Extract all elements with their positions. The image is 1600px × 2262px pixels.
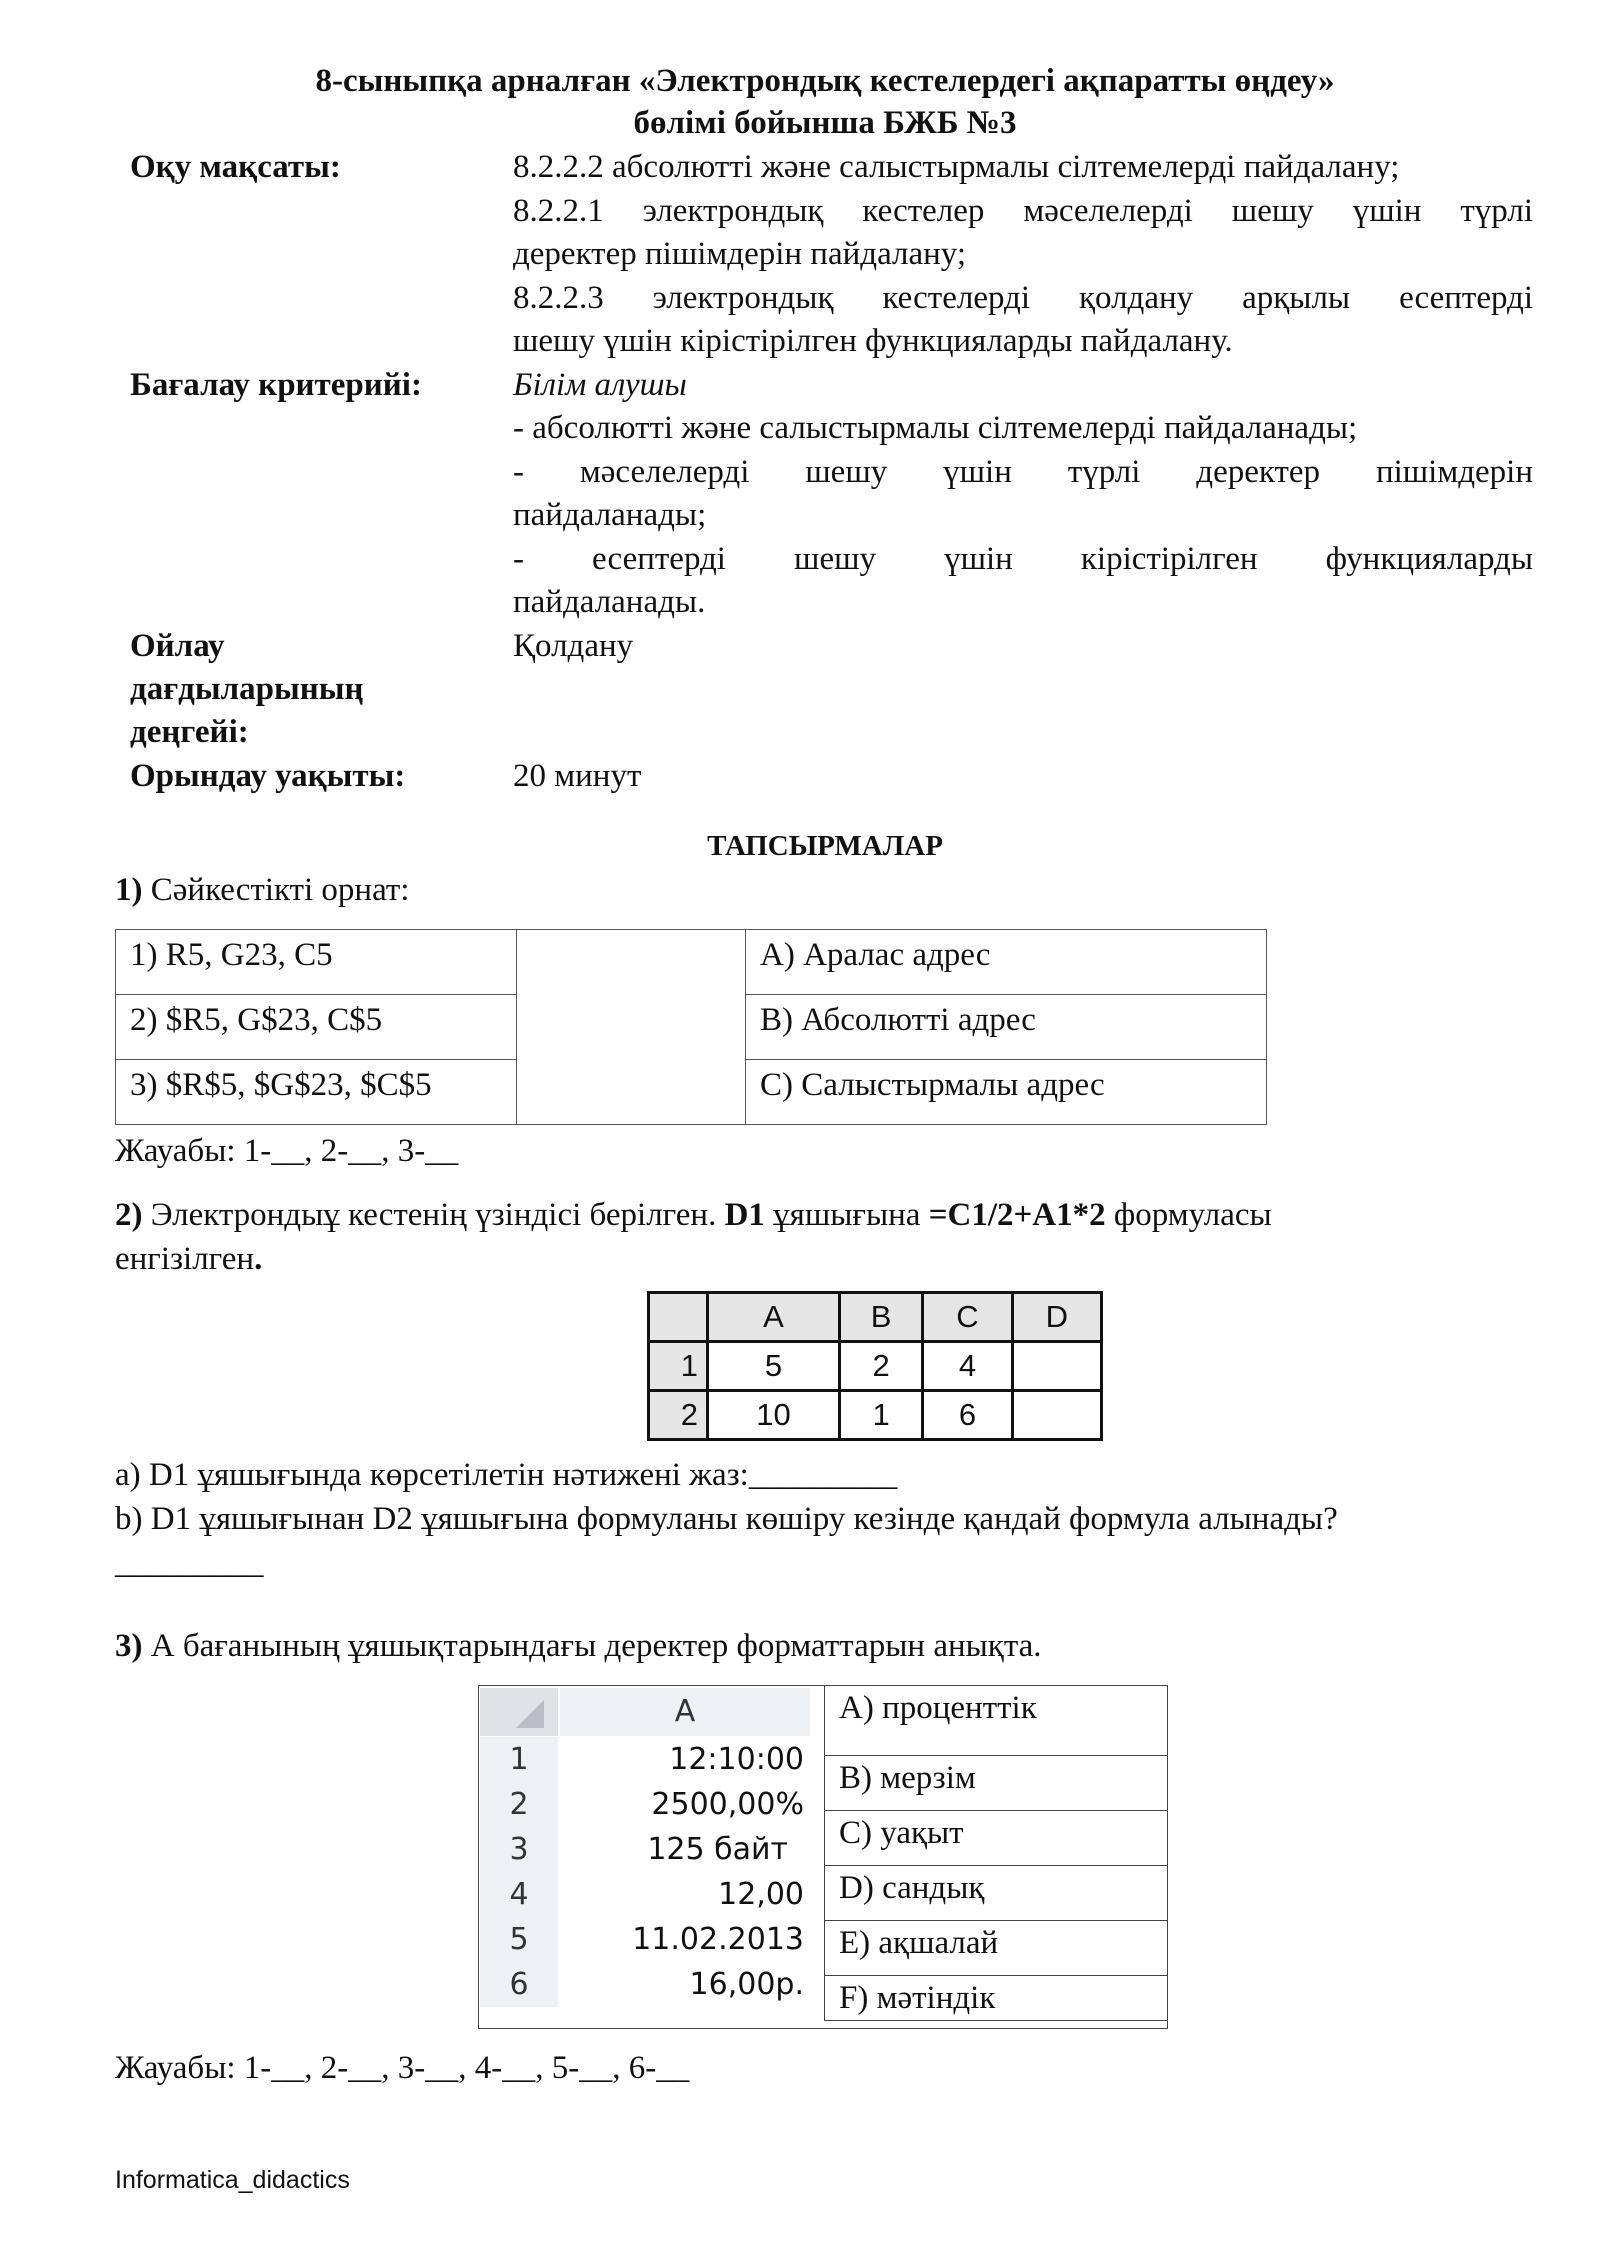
criteria-2a: - мәселелерді шешу үшін түрлі деректер пішімдерін <box>513 454 1533 490</box>
task3-number: 3) <box>115 1628 143 1664</box>
criteria-3a: - есептерді шешу үшін кірістірілген функцияларды <box>513 541 1533 577</box>
task2-question-a: a) D1 ұяшығында көрсетілетін нәтижені жаз:_________ <box>115 1457 898 1493</box>
task2-prompt <box>115 1194 1555 1237</box>
cell-value: 2500,00% <box>651 1787 804 1822</box>
level-value: Қолдану <box>513 628 634 664</box>
criteria-2b: пайдаланады; <box>513 497 707 533</box>
row-number: 3 <box>480 1827 558 1872</box>
cell-a2: 10 <box>708 1391 840 1440</box>
task3-prompt <box>115 1625 1042 1668</box>
task1-answer: Жауабы: 1-__, 2-__, 3-__ <box>115 1133 459 1169</box>
task1-match-table <box>115 929 1267 1125</box>
task2-number: 2) <box>115 1197 143 1233</box>
criteria-3b: пайдаланады. <box>513 584 706 620</box>
task2-text-c: формуласы <box>1105 1197 1272 1233</box>
excel-row <box>480 1782 810 1827</box>
task3-answer: Жауабы: 1-__, 2-__, 3-__, 4-__, 5-__, 6-__ <box>115 2050 690 2086</box>
task2-question-b-blank: _________ <box>115 1545 264 1581</box>
criteria-intro: Білім алушы <box>513 367 687 403</box>
goal-2a: 8.2.2.1 электрондық кестелер мәселелерді шешу үшін түрлі <box>513 193 1533 229</box>
row-number: 1 <box>480 1737 558 1782</box>
task3-option-d: D) сандық <box>825 1866 1168 1921</box>
row-number: 2 <box>480 1782 558 1827</box>
excel-row <box>480 1872 810 1917</box>
cell-value: 12,00 <box>718 1877 804 1912</box>
goal-label: Оқу мақсаты: <box>130 149 341 185</box>
page-title-line-1: 8-сыныпқа арналған «Электрондық кестелердегі ақпаратты өңдеу» <box>315 63 1335 99</box>
criteria-1: - абсолютті және салыстырмалы сілтемелерді пайдаланады; <box>513 410 1358 446</box>
task2-text-a: Электрондыұ кестенің үзіндісі берілген. <box>142 1197 725 1233</box>
task1-prompt <box>115 869 409 912</box>
task2-cell: D1 <box>724 1197 765 1233</box>
level-label-2: дағдыларының <box>130 671 364 707</box>
cell-value: 12:10:00 <box>669 1742 804 1777</box>
select-all-triangle-icon <box>480 1688 558 1736</box>
row-number: 6 <box>480 1962 558 2007</box>
corner-cell <box>649 1293 708 1342</box>
goal-3a: 8.2.2.3 электрондық кестелерді қолдану арқылы есептерді <box>513 280 1533 316</box>
task2-prompt-line2 <box>115 1238 262 1281</box>
task3-option-b: B) мерзім <box>825 1756 1168 1811</box>
excel-row <box>480 1917 810 1962</box>
col-header-c: C <box>923 1293 1012 1342</box>
col-header-d: D <box>1012 1293 1101 1342</box>
tasks-heading: ТАПСЫРМАЛАР <box>707 830 943 862</box>
cell-c1: 4 <box>923 1342 1012 1391</box>
goal-3b: шешу үшін кірістірілген функцияларды пайдалану. <box>513 323 1233 359</box>
task1-left-2: 2) $R5, G$23, C$5 <box>116 995 517 1060</box>
cell-d2 <box>1012 1391 1101 1440</box>
col-header-b: B <box>839 1293 922 1342</box>
page-title-line-2: бөлімі бойынша БЖБ №3 <box>633 105 1017 141</box>
task1-right-2: B) Абсолютті адрес <box>746 995 1267 1060</box>
task1-number: 1) <box>115 872 143 908</box>
cell-c2: 6 <box>923 1391 1012 1440</box>
task3-option-e: E) ақшалай <box>825 1921 1168 1976</box>
goal-1: 8.2.2.2 абсолютті және салыстырмалы сілтемелерді пайдалану; <box>513 149 1400 185</box>
task1-text: Сәйкестікті орнат: <box>142 872 410 908</box>
criteria-label: Бағалау критерийі: <box>130 367 422 403</box>
row-header-1: 1 <box>649 1342 708 1391</box>
task1-right-1: A) Аралас адрес <box>746 930 1267 995</box>
time-label: Орындау уақыты: <box>130 758 406 794</box>
task3-options-table <box>824 1685 1168 2021</box>
task2-question-b: b) D1 ұяшығынан D2 ұяшығына формуланы көшіру кезінде қандай формула алынады? <box>115 1501 1338 1537</box>
task3-text: А бағанының ұяшықтарындағы деректер форматтарын анықта. <box>142 1628 1042 1664</box>
level-label-3: деңгейі: <box>130 714 249 750</box>
cell-a1: 5 <box>708 1342 840 1391</box>
excel-row <box>480 1737 810 1782</box>
task3-header-row <box>480 1688 810 1736</box>
footer-text: Informatica_didactics <box>115 2166 350 2194</box>
excel-row <box>480 1962 810 2007</box>
task3-option-f: F) мәтіндік <box>825 1976 1168 2021</box>
col-header-a: A <box>708 1293 840 1342</box>
task1-left-1: 1) R5, G23, C5 <box>116 930 517 995</box>
cell-b1: 2 <box>839 1342 922 1391</box>
task3-option-a: A) проценттік <box>825 1686 1168 1756</box>
cell-value: 16,00р. <box>689 1967 804 2002</box>
cell-value: 125 байт <box>647 1832 788 1867</box>
task2-text-dot: . <box>254 1241 263 1277</box>
time-value: 20 минут <box>513 758 642 794</box>
col-header-a: A <box>560 1688 810 1736</box>
corner-cell <box>480 1688 558 1736</box>
row-number: 4 <box>480 1872 558 1917</box>
row-number: 5 <box>480 1917 558 1962</box>
row-header-2: 2 <box>649 1391 708 1440</box>
goal-2b: деректер пішімдерін пайдалану; <box>513 236 967 272</box>
task2-spreadsheet <box>647 1291 1103 1441</box>
cell-value: 11.02.2013 <box>632 1922 804 1957</box>
task2-text-d: енгізілген <box>115 1241 255 1277</box>
cell-b2: 1 <box>839 1391 922 1440</box>
task1-answer-gap <box>517 930 746 1125</box>
level-label-1: Ойлау <box>130 628 225 664</box>
excel-row <box>480 1827 810 1872</box>
task1-right-3: C) Салыстырмалы адрес <box>746 1060 1267 1125</box>
task1-left-3: 3) $R$5, $G$23, $C$5 <box>116 1060 517 1125</box>
task2-text-b: ұяшығына <box>764 1197 929 1233</box>
task2-formula: =C1/2+A1*2 <box>928 1197 1106 1233</box>
task3-excel-screenshot <box>480 1688 824 2027</box>
cell-d1 <box>1012 1342 1101 1391</box>
task3-option-c: C) уақыт <box>825 1811 1168 1866</box>
